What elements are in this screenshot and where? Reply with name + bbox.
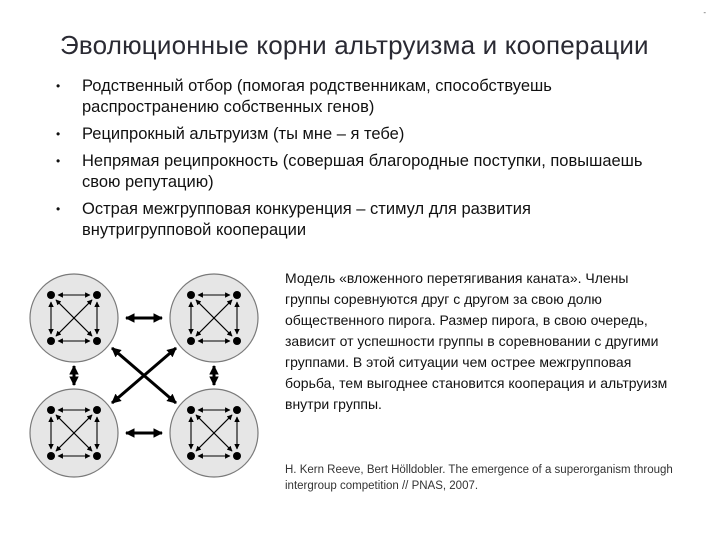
slide-title: Эволюционные корни альтруизма и кооперации (60, 30, 649, 60)
member-node (47, 452, 55, 460)
group-2 (170, 274, 258, 362)
member-node (233, 452, 241, 460)
group-4 (170, 389, 258, 477)
citation: H. Kern Reeve, Bert Hölldobler. The emergence of a superorganism through intergroup competition // PNAS, 2007. (285, 464, 673, 492)
model-caption: Модель «вложенного перетягивания каната». Члены группы соревнуются друг с другом за свою долю общественного пирога. Размер пирога, в свою очередь, зависит от успешности группы в соревновании с другими группами. В этой ситуации чем острее межгрупповая борьба, тем выгоднее становится кооперация и альтруизм внутри группы. (285, 270, 668, 412)
member-node (233, 406, 241, 414)
bullet-marker: • (56, 154, 61, 168)
member-node (187, 406, 195, 414)
bullet-item-indirect-reciprocity (56, 151, 656, 193)
bullet-marker: • (56, 79, 61, 93)
member-node (93, 291, 101, 299)
member-node (47, 337, 55, 345)
bullet-marker: • (56, 202, 61, 216)
bullet-list (56, 76, 656, 247)
bullet-text: Реципрокный альтруизм (ты мне – я тебе) (82, 125, 405, 143)
bullet-marker: • (56, 127, 61, 141)
bullet-item-kin-selection (56, 76, 656, 118)
member-node (187, 337, 195, 345)
member-node (93, 452, 101, 460)
member-node (93, 406, 101, 414)
group-1 (30, 274, 118, 362)
corner-mark: - (703, 8, 706, 17)
member-node (93, 337, 101, 345)
bullet-text: Непрямая реципрокность (совершая благородные поступки, повышаешь свою репутацию) (82, 152, 643, 191)
tug-of-war-diagram-svg (24, 268, 264, 488)
bullet-text: Острая межгрупповая конкуренция – стимул для развития внутригрупповой кооперации (82, 200, 531, 239)
member-node (47, 406, 55, 414)
member-node (187, 452, 195, 460)
bullet-item-reciprocal-altruism (56, 124, 656, 145)
bullet-text: Родственный отбор (помогая родственникам, способствуешь распространению собственных генов) (82, 77, 552, 116)
group-3 (30, 389, 118, 477)
member-node (47, 291, 55, 299)
member-node (233, 337, 241, 345)
tug-of-war-diagram (24, 268, 264, 488)
member-node (233, 291, 241, 299)
bullet-item-intergroup-competition (56, 199, 656, 241)
member-node (187, 291, 195, 299)
